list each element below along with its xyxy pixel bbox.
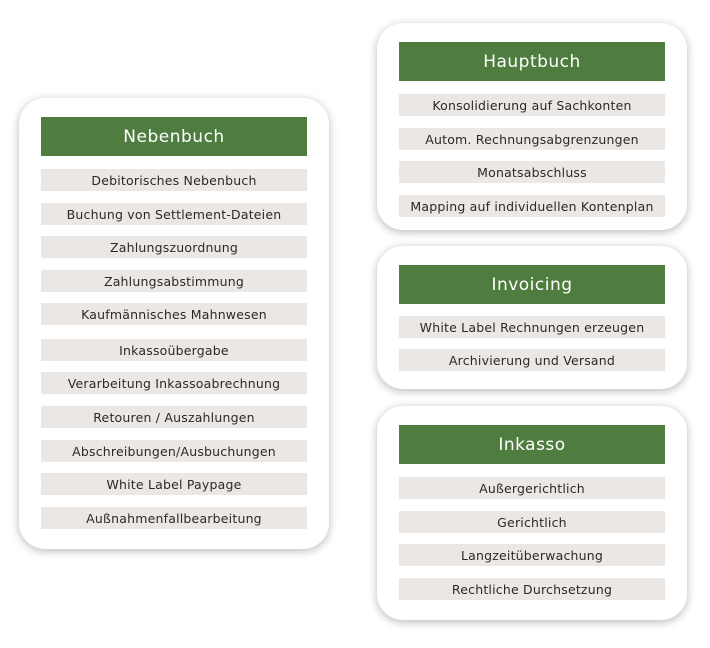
nebenbuch-item: Kaufmännisches Mahnwesen (41, 303, 307, 325)
hauptbuch-title: Hauptbuch (399, 42, 665, 81)
inkasso-card (377, 406, 687, 620)
hauptbuch-item: Monatsabschluss (399, 161, 665, 183)
invoicing-item: White Label Rechnungen erzeugen (399, 316, 665, 338)
hauptbuch-card (377, 23, 687, 230)
inkasso-title: Inkasso (399, 425, 665, 464)
nebenbuch-item: Zahlungszuordnung (41, 236, 307, 258)
inkasso-item: Außergerichtlich (399, 477, 665, 499)
invoicing-title: Invoicing (399, 265, 665, 304)
hauptbuch-item: Mapping auf individuellen Kontenplan (399, 195, 665, 217)
hauptbuch-item: Konsolidierung auf Sachkonten (399, 94, 665, 116)
invoicing-item: Archivierung und Versand (399, 349, 665, 371)
hauptbuch-item: Autom. Rechnungsabgrenzungen (399, 128, 665, 150)
nebenbuch-item: Inkassoübergabe (41, 339, 307, 361)
inkasso-item: Rechtliche Durchsetzung (399, 578, 665, 600)
nebenbuch-item: Außnahmenfallbearbeitung (41, 507, 307, 529)
nebenbuch-card (19, 98, 329, 549)
nebenbuch-item: Abschreibungen/Ausbuchungen (41, 440, 307, 462)
invoicing-card (377, 246, 687, 389)
nebenbuch-item: Debitorisches Nebenbuch (41, 169, 307, 191)
nebenbuch-item: Zahlungsabstimmung (41, 270, 307, 292)
inkasso-item: Gerichtlich (399, 511, 665, 533)
nebenbuch-title: Nebenbuch (41, 117, 307, 156)
nebenbuch-item: Retouren / Auszahlungen (41, 406, 307, 428)
nebenbuch-item: Buchung von Settlement-Dateien (41, 203, 307, 225)
nebenbuch-item: Verarbeitung Inkassoabrechnung (41, 372, 307, 394)
nebenbuch-item: White Label Paypage (41, 473, 307, 495)
inkasso-item: Langzeitüberwachung (399, 544, 665, 566)
